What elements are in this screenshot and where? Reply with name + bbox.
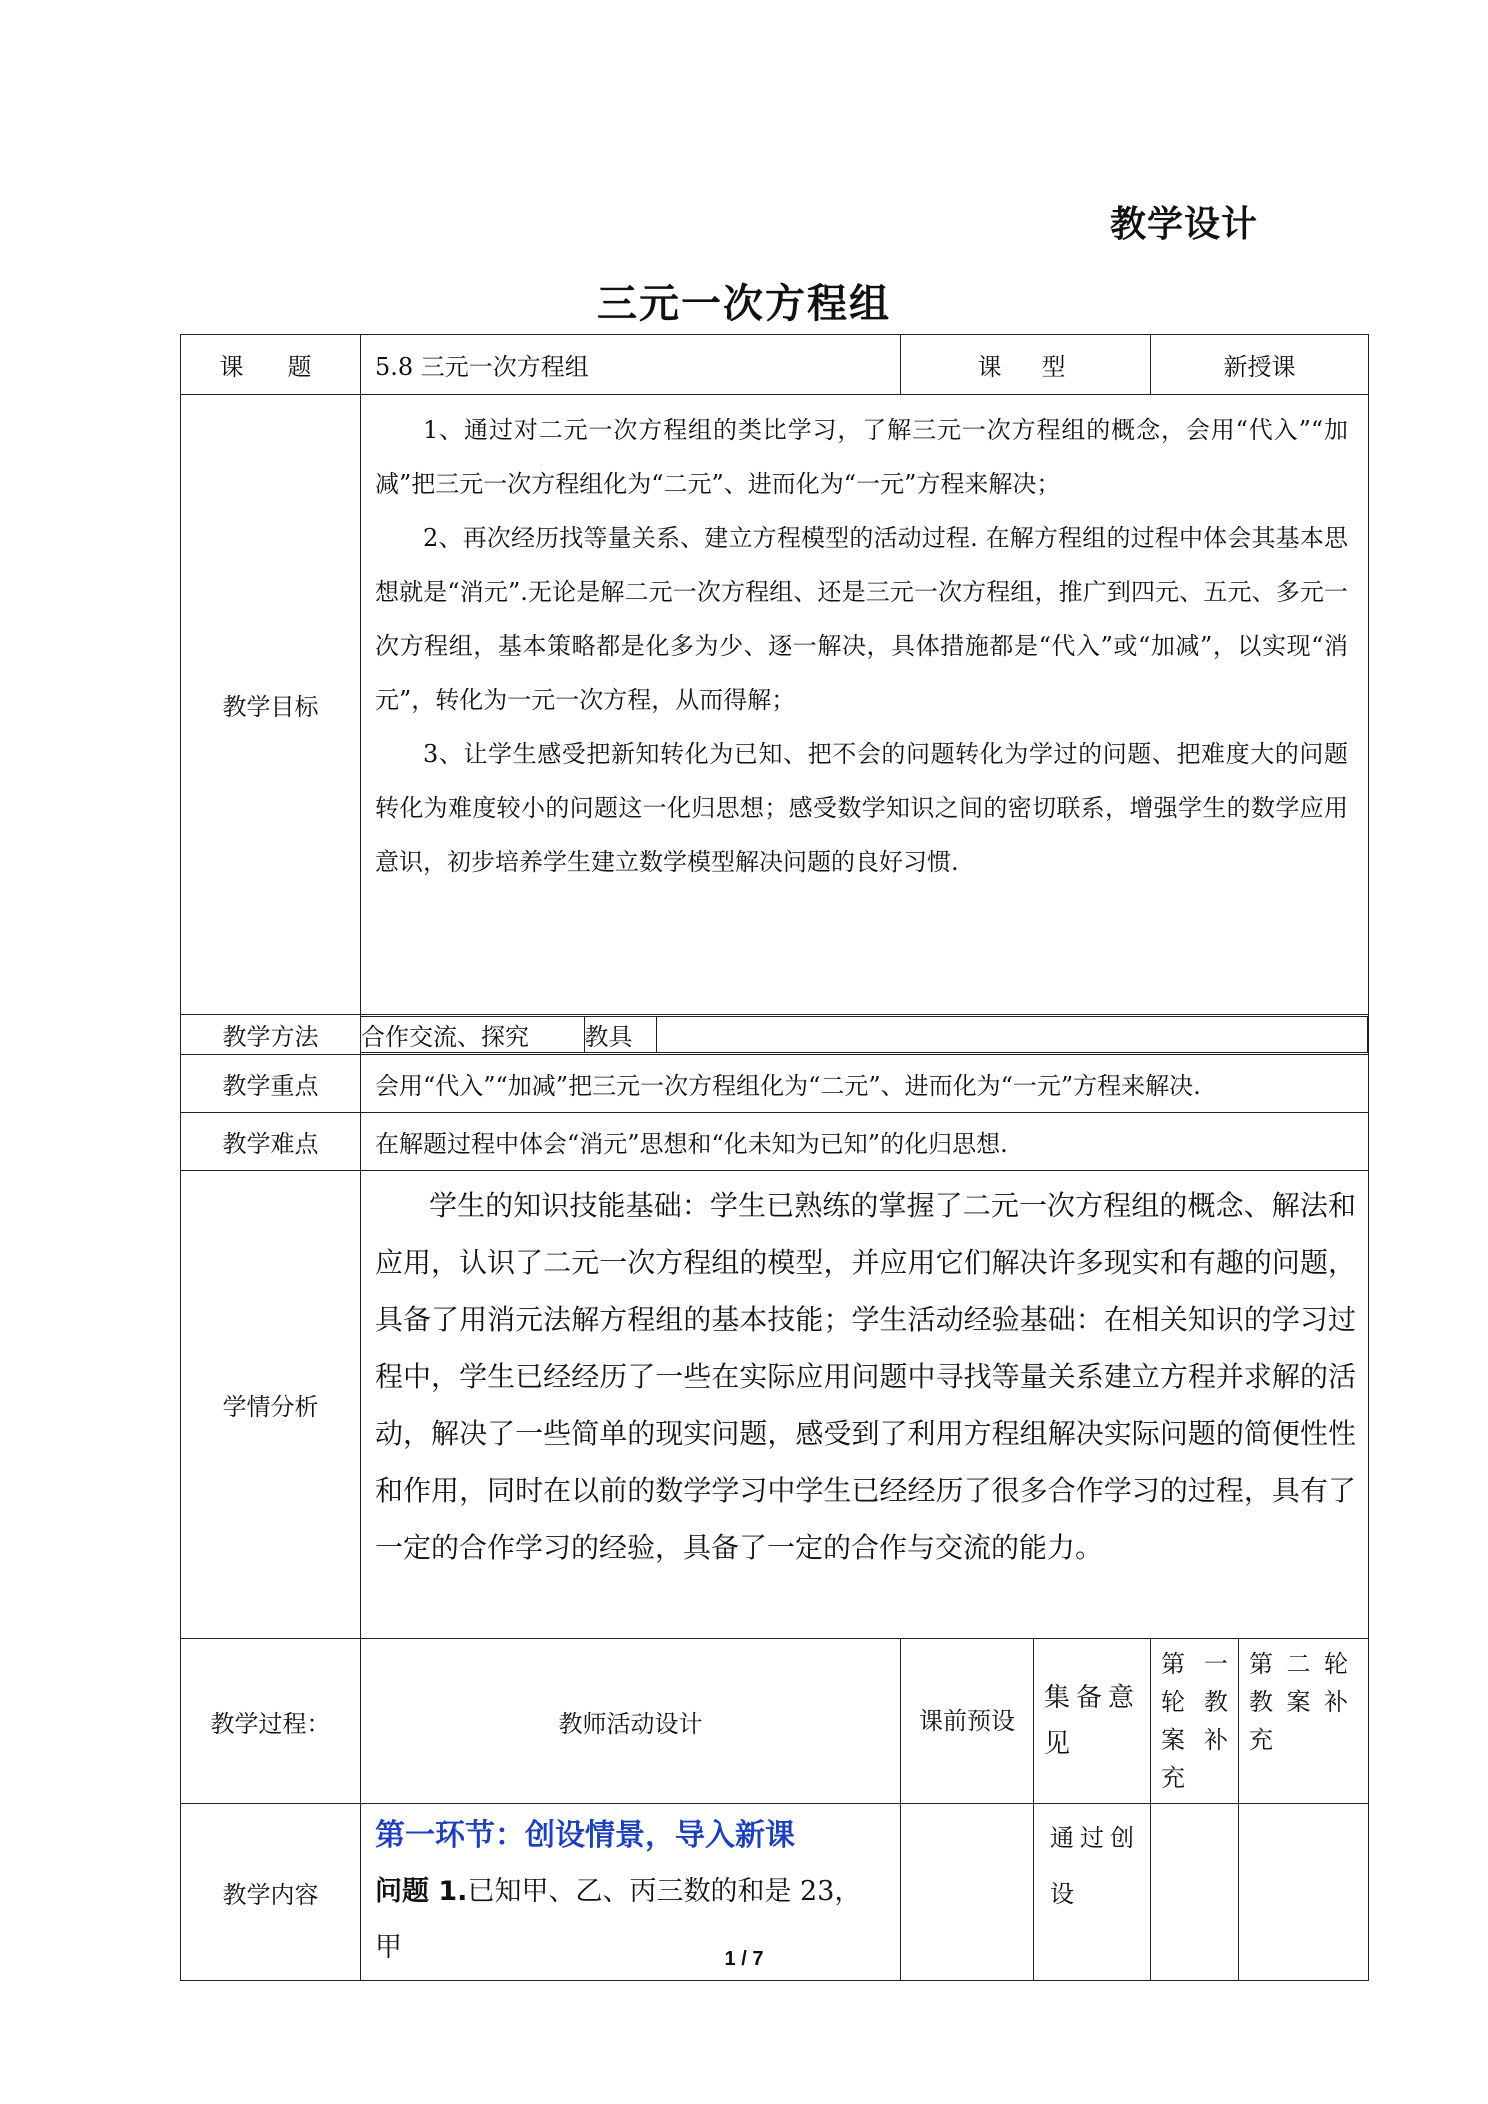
- analysis-content: [361, 1171, 1369, 1639]
- key-point-row: [181, 1055, 1369, 1113]
- process-header-row: [181, 1639, 1369, 1804]
- teacher-activity-header: 教师活动设计: [361, 1639, 901, 1804]
- method-row: [181, 1015, 1369, 1055]
- method-inner: [361, 1016, 1368, 1053]
- round2-header: 第二轮教案补充: [1239, 1639, 1369, 1804]
- section-1-heading: 第一环节：创设情景，导入新课: [375, 1818, 795, 1853]
- type-value: 新授课: [1151, 335, 1369, 395]
- question-1-prefix: 问题 1.: [375, 1876, 468, 1907]
- page-number: 1 / 7: [724, 1948, 764, 1970]
- difficulty-label: 教学难点: [181, 1113, 361, 1171]
- key-point-label: 教学重点: [181, 1055, 361, 1113]
- process-label: 教学过程：: [181, 1639, 361, 1804]
- preset-header: 课前预设: [901, 1639, 1034, 1804]
- topic-row: [181, 335, 1369, 395]
- collective-cell: 通过创设: [1034, 1804, 1151, 1981]
- topic-label: 课 题: [181, 335, 361, 395]
- lesson-plan-table: [180, 334, 1369, 1981]
- collective-header: 集备意见: [1034, 1639, 1151, 1804]
- topic-value: 5.8 三元一次方程组: [361, 335, 901, 395]
- method-label: 教学方法: [181, 1015, 361, 1055]
- tools-value: [656, 1017, 1368, 1053]
- tools-label: 教具: [584, 1017, 656, 1053]
- question-1-text: 已知甲、乙、丙三数的和是 23，甲: [375, 1876, 862, 1963]
- type-label: 课 型: [901, 335, 1151, 395]
- document-header-label: 教学设计: [1110, 204, 1259, 245]
- goal-item-1: 1、通过对二元一次方程组的类比学习，了解三元一次方程组的概念，会用“代入”“加减”把三元一次方程组化为“二元”、进而化为“一元”方程来解决；: [375, 416, 1348, 498]
- analysis-label: 学情分析: [181, 1171, 361, 1639]
- document-title: 三元一次方程组: [597, 281, 891, 327]
- difficulty-value: 在解题过程中体会“消元”思想和“化未知为已知”的化归思想.: [361, 1113, 1369, 1171]
- difficulty-row: [181, 1113, 1369, 1171]
- analysis-row: [181, 1171, 1369, 1639]
- goals-row: [181, 395, 1369, 1015]
- goals-label: 教学目标: [181, 395, 361, 1015]
- content-label: 教学内容: [181, 1804, 361, 1981]
- goal-item-3: 3、让学生感受把新知转化为已知、把不会的问题转化为学过的问题、把难度大的问题转化为难度较小的问题这一化归思想；感受数学知识之间的密切联系，增强学生的数学应用意识，初步培养学生建立数学模型解决问题的良好习惯.: [375, 740, 1348, 876]
- method-value: 合作交流、探究: [361, 1017, 584, 1053]
- key-point-value: 会用“代入”“加减”把三元一次方程组化为“二元”、进而化为“一元”方程来解决.: [361, 1055, 1369, 1113]
- analysis-text: 学生的知识技能基础：学生已熟练的掌握了二元一次方程组的概念、解法和应用，认识了二元一次方程组的模型，并应用它们解决许多现实和有趣的问题，具备了用消元法解方程组的基本技能；学生活动经验基础：在相关知识的学习过程中，学生已经经历了一些在实际应用问题中寻找等量关系建立方程并求解的活动，解决了一些简单的现实问题，感受到了利用方程组解决实际问题的简便性性和作用，同时在以前的数学学习中学生已经经历了很多合作学习的过程，具有了一定的合作学习的经验，具备了一定的合作与交流的能力。: [375, 1189, 1356, 1564]
- goals-content: [361, 395, 1369, 1015]
- round1-header: 第一轮教案补充: [1151, 1639, 1239, 1804]
- goal-item-2: 2、再次经历找等量关系、建立方程模型的活动过程. 在解方程组的过程中体会其基本思想就是“消元”.无论是解二元一次方程组、还是三元一次方程组，推广到四元、五元、多元一次方程组，基本策略都是化多为少、逐一解决，具体措施都是“代入”或“加减”，以实现“消元”，转化为一元一次方程，从而得解；: [375, 524, 1348, 714]
